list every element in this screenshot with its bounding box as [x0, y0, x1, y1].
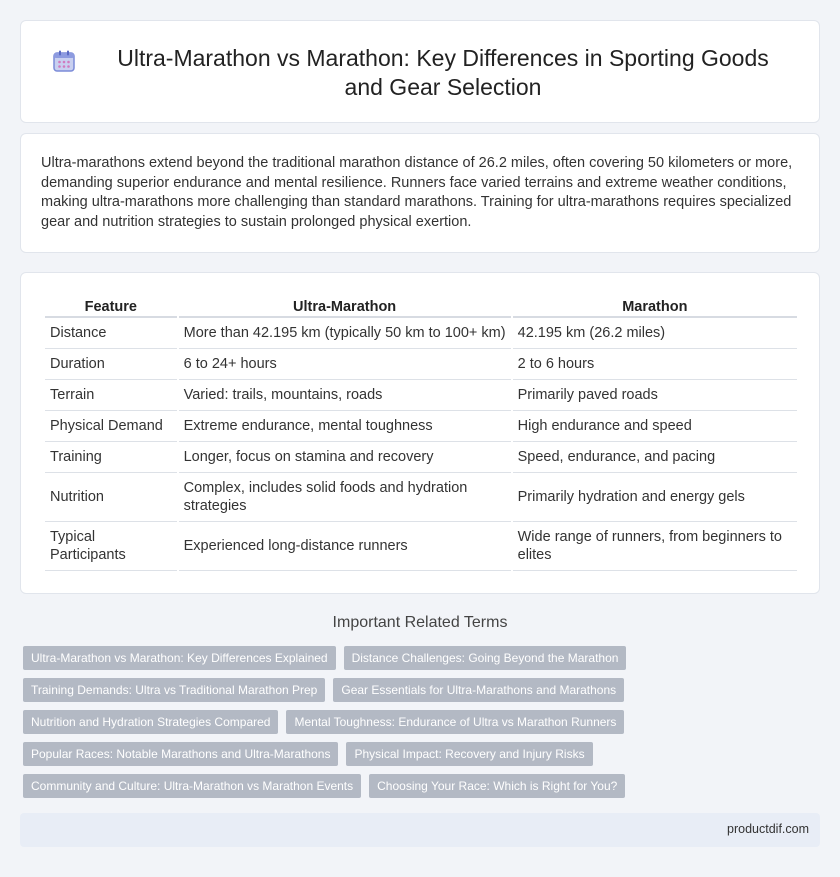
cell-marathon: Wide range of runners, from beginners to elites	[513, 522, 797, 571]
intro-paragraph: Ultra-marathons extend beyond the traditional marathon distance of 26.2 miles, often covering 50 kilometers or more, demanding superior endurance and mental resilience. Runners face varied terrains and extreme weather conditions, making ultra-marathons more challenging than standard marathons. Training for ultra-marathons requires specialized gear and nutrition strategies to sustain prolonged physical exertion.	[41, 155, 793, 230]
cell-marathon: Speed, endurance, and pacing	[513, 442, 797, 473]
calendar-icon	[51, 48, 77, 74]
tag-row	[23, 774, 823, 798]
cell-ultra: 6 to 24+ hours	[179, 349, 511, 380]
related-term-tag[interactable]: Popular Races: Notable Marathons and Ultra-Marathons	[23, 742, 338, 766]
cell-feature: Typical Participants	[45, 522, 177, 571]
related-term-tag[interactable]: Nutrition and Hydration Strategies Compared	[23, 710, 278, 734]
cell-feature: Terrain	[45, 380, 177, 411]
cell-feature: Duration	[45, 349, 177, 380]
table-row	[45, 473, 797, 522]
cell-marathon: Primarily hydration and energy gels	[513, 473, 797, 522]
table-row	[45, 411, 797, 442]
related-term-tag[interactable]: Training Demands: Ultra vs Traditional Marathon Prep	[23, 678, 325, 702]
cell-ultra: Longer, focus on stamina and recovery	[179, 442, 511, 473]
cell-feature: Distance	[45, 318, 177, 349]
page-title: Ultra-Marathon vs Marathon: Key Differences in Sporting Goods and Gear Selection	[117, 45, 769, 100]
cell-ultra: Extreme endurance, mental toughness	[179, 411, 511, 442]
cell-feature: Training	[45, 442, 177, 473]
header-inner	[21, 21, 819, 102]
cell-feature: Nutrition	[45, 473, 177, 522]
related-terms-title: Important Related Terms	[332, 614, 508, 631]
cell-ultra: Experienced long-distance runners	[179, 522, 511, 571]
tag-row	[23, 742, 823, 766]
cell-ultra: Varied: trails, mountains, roads	[179, 380, 511, 411]
cell-marathon: 2 to 6 hours	[513, 349, 797, 380]
tag-row	[23, 646, 823, 670]
footer-brand-link[interactable]: productdif.com	[727, 822, 809, 836]
cell-feature: Physical Demand	[45, 411, 177, 442]
tag-row	[23, 678, 823, 702]
header-feature: Feature	[45, 295, 177, 318]
cell-marathon: High endurance and speed	[513, 411, 797, 442]
header-card	[20, 20, 820, 123]
intro-card	[20, 133, 820, 253]
cell-marathon: Primarily paved roads	[513, 380, 797, 411]
cell-ultra: Complex, includes solid foods and hydration strategies	[179, 473, 511, 522]
comparison-table-card	[20, 272, 820, 594]
table-row	[45, 380, 797, 411]
header-marathon: Marathon	[513, 295, 797, 318]
table-row	[45, 522, 797, 571]
related-term-tag[interactable]: Distance Challenges: Going Beyond the Marathon	[344, 646, 627, 670]
table-row	[45, 318, 797, 349]
related-term-tag[interactable]: Choosing Your Race: Which is Right for You?	[369, 774, 625, 798]
table-row	[45, 442, 797, 473]
table-row	[45, 349, 797, 380]
related-term-tag[interactable]: Ultra-Marathon vs Marathon: Key Differences Explained	[23, 646, 336, 670]
table-header-row	[45, 295, 797, 318]
related-term-tag[interactable]: Community and Culture: Ultra-Marathon vs Marathon Events	[23, 774, 361, 798]
header-ultra-marathon: Ultra-Marathon	[179, 295, 511, 318]
related-term-tag[interactable]: Physical Impact: Recovery and Injury Risks	[346, 742, 592, 766]
footer	[20, 813, 820, 847]
cell-marathon: 42.195 km (26.2 miles)	[513, 318, 797, 349]
comparison-table	[43, 295, 799, 571]
cell-ultra: More than 42.195 km (typically 50 km to 100+ km)	[179, 318, 511, 349]
related-term-tag[interactable]: Mental Toughness: Endurance of Ultra vs Marathon Runners	[286, 710, 624, 734]
related-term-tag[interactable]: Gear Essentials for Ultra-Marathons and Marathons	[333, 678, 624, 702]
related-terms-list	[23, 646, 823, 806]
tag-row	[23, 710, 823, 734]
